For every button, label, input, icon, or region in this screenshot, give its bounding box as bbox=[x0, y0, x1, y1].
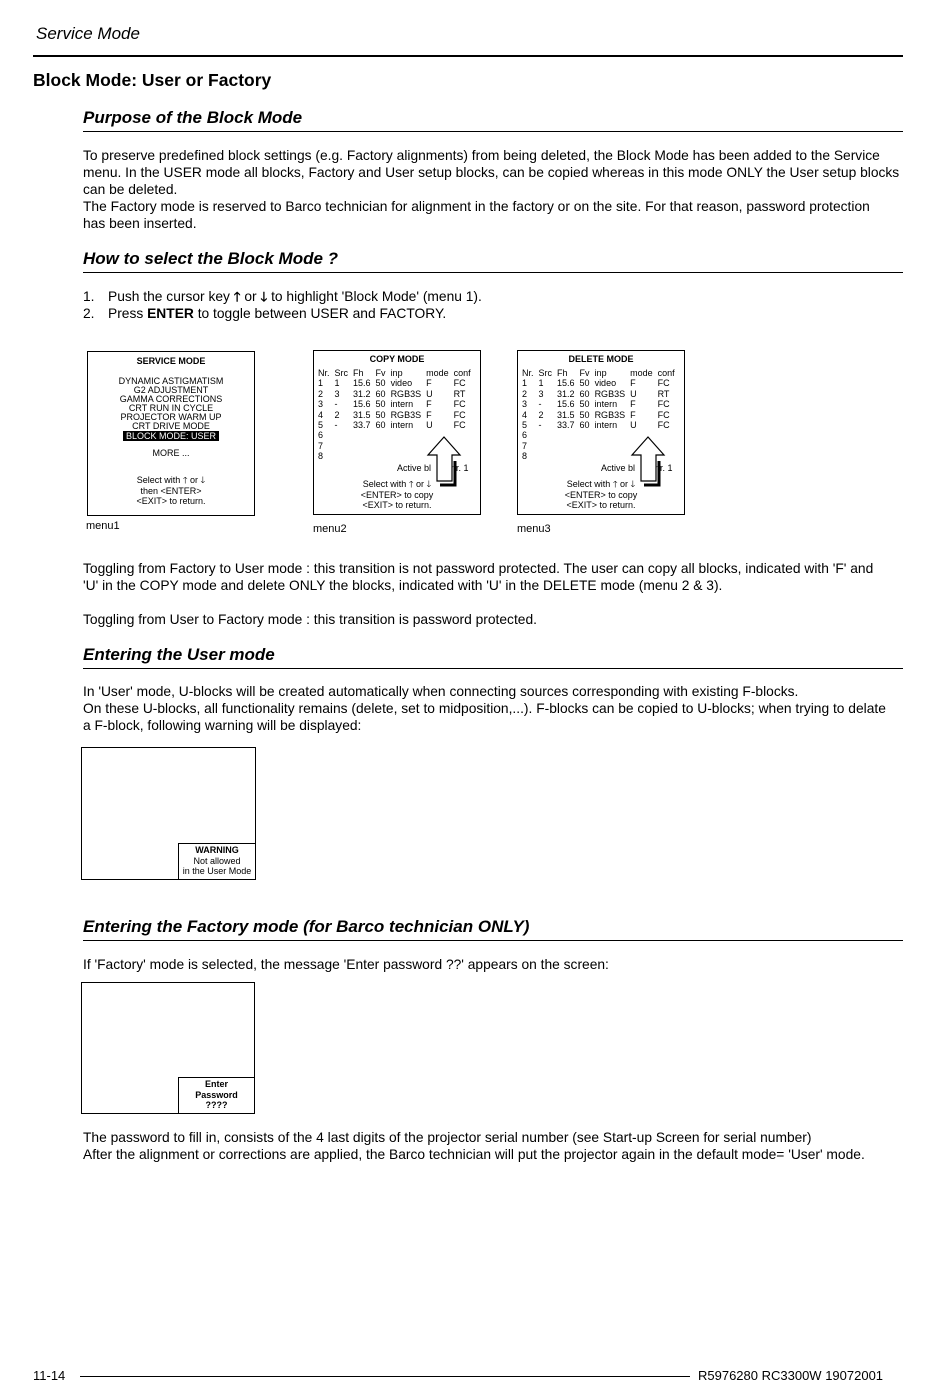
table-header-cell: inp bbox=[390, 368, 403, 378]
table-cell: 15.6 bbox=[353, 399, 371, 410]
step-text: to highlight 'Block Mode' (menu 1). bbox=[267, 289, 482, 304]
table-cell: 1 bbox=[538, 378, 544, 389]
user-mode-heading: Entering the User mode bbox=[83, 645, 275, 664]
factory-mode-paragraph bbox=[83, 956, 903, 973]
table-cell: 8 bbox=[318, 451, 324, 462]
table-row bbox=[522, 389, 680, 399]
table-header-cell: mode bbox=[630, 368, 653, 378]
table-cell: 4 bbox=[522, 409, 528, 420]
table-cell bbox=[595, 451, 631, 461]
table-header-cell: Fh bbox=[353, 368, 364, 378]
menu3-help-line: <ENTER> to copy bbox=[564, 489, 638, 500]
password-line: Password bbox=[195, 1089, 238, 1100]
factory-mode-heading: Entering the Factory mode (for Barco technician ONLY) bbox=[83, 917, 530, 936]
table-cell: RGB3S bbox=[390, 409, 422, 420]
table-cell: 2 bbox=[522, 388, 528, 399]
menu3-help-line: Select with 🡑 or 🡓 bbox=[566, 479, 636, 489]
table-cell: F bbox=[630, 378, 636, 389]
table-cell: FC bbox=[657, 409, 670, 420]
table-header-cell: inp bbox=[594, 368, 607, 378]
table-header-cell: Nr. bbox=[522, 368, 534, 378]
header-rule bbox=[33, 55, 903, 57]
table-cell bbox=[335, 451, 354, 461]
menu1-title: SERVICE MODE bbox=[136, 356, 206, 366]
menu3-active-nr: nr. 1 bbox=[655, 463, 673, 473]
user-mode-line: a F-block, following warning will be displayed: bbox=[83, 718, 362, 733]
table-cell bbox=[376, 451, 391, 461]
menu3-active-label: Active bl bbox=[601, 463, 636, 473]
section-title: Block Mode: User or Factory bbox=[33, 70, 272, 90]
table-cell: 6 bbox=[522, 430, 528, 441]
table-cell: 4 bbox=[318, 409, 324, 420]
table-cell bbox=[580, 430, 595, 440]
menu3-caption: menu3 bbox=[517, 523, 551, 535]
table-cell: video bbox=[390, 378, 413, 389]
table-cell: intern bbox=[594, 420, 618, 431]
purpose-line: The Factory mode is reserved to Barco technician for alignment in the factory or on the site. For that reason, password protection bbox=[83, 199, 870, 214]
table-cell: 31.2 bbox=[353, 388, 371, 399]
table-row bbox=[318, 399, 476, 409]
table-cell bbox=[557, 430, 580, 440]
table-header-cell: Fv bbox=[375, 368, 386, 378]
howto-rule bbox=[83, 272, 903, 273]
table-cell: RGB3S bbox=[594, 409, 626, 420]
menu1-help-line: <EXIT> to return. bbox=[136, 496, 206, 506]
arrow-down-icon: 🡓 bbox=[260, 289, 268, 304]
purpose-paragraph bbox=[83, 147, 903, 232]
table-cell: RT bbox=[453, 388, 466, 399]
table-cell bbox=[391, 441, 427, 451]
menu2-title: COPY MODE bbox=[369, 354, 425, 364]
table-cell bbox=[539, 430, 558, 440]
table-cell: F bbox=[630, 399, 636, 410]
step-text: or bbox=[240, 289, 261, 304]
table-cell: F bbox=[426, 399, 432, 410]
table-cell: 50 bbox=[579, 378, 590, 389]
table-cell: 1 bbox=[522, 378, 528, 389]
table-cell: 15.6 bbox=[557, 399, 575, 410]
purpose-heading: Purpose of the Block Mode bbox=[83, 108, 303, 127]
table-cell: U bbox=[426, 388, 433, 399]
menu1-item[interactable]: G2 ADJUSTMENT bbox=[133, 384, 209, 395]
table-cell bbox=[595, 441, 631, 451]
factory-after-line: After the alignment or corrections are applied, the Barco technician will put the projector again in the default mode= 'User' mode. bbox=[83, 1147, 865, 1162]
table-row bbox=[522, 378, 680, 388]
table-header-cell: Fh bbox=[557, 368, 568, 378]
table-cell: FC bbox=[453, 378, 466, 389]
table-cell: 5 bbox=[318, 420, 324, 431]
table-cell: 50 bbox=[579, 399, 590, 410]
table-cell: FC bbox=[453, 409, 466, 420]
table-header-cell: Src bbox=[334, 368, 349, 378]
table-header-cell: conf bbox=[453, 368, 471, 378]
step-number: 2. bbox=[83, 306, 95, 321]
table-cell: 3 bbox=[334, 388, 340, 399]
howto-steps bbox=[83, 288, 482, 322]
menu1-caption: menu1 bbox=[86, 520, 120, 532]
table-cell bbox=[539, 451, 558, 461]
factory-after-line: The password to fill in, consists of the 4 last digits of the projector serial number (see Start-up Screen for serial number) bbox=[83, 1130, 812, 1145]
toggle-paragraph-1 bbox=[83, 560, 903, 594]
table-row bbox=[318, 389, 476, 399]
page-number: 11-14 bbox=[33, 1368, 66, 1383]
table-cell: intern bbox=[390, 420, 414, 431]
menu2-help-line: <EXIT> to return. bbox=[362, 500, 432, 510]
menu2-active-nr: nr. 1 bbox=[451, 463, 469, 473]
table-cell bbox=[335, 441, 354, 451]
menu1-item[interactable]: CRT DRIVE MODE bbox=[132, 420, 210, 431]
user-mode-line: In 'User' mode, U-blocks will be created automatically when connecting sources corresponding with existing F-blocks. bbox=[83, 684, 799, 699]
table-cell bbox=[353, 451, 376, 461]
warning-line: in the User Mode bbox=[182, 866, 252, 876]
menu2-help-line: <ENTER> to copy bbox=[360, 489, 434, 500]
menu1-help bbox=[88, 475, 254, 507]
purpose-rule bbox=[83, 131, 903, 132]
menu1-help-line: Select with 🡑 or 🡓 bbox=[136, 475, 206, 485]
menu1-item[interactable]: DYNAMIC ASTIGMATISM bbox=[118, 375, 224, 386]
menu1-box bbox=[87, 351, 255, 516]
table-cell: 7 bbox=[318, 440, 324, 451]
warning-screen bbox=[81, 747, 256, 880]
table-cell bbox=[580, 441, 595, 451]
factory-after-paragraph bbox=[83, 1129, 903, 1163]
menu3-box bbox=[517, 350, 685, 515]
menu3-help bbox=[518, 479, 684, 511]
table-cell: F bbox=[426, 409, 432, 420]
table-cell: 15.6 bbox=[557, 378, 575, 389]
table-cell: FC bbox=[453, 399, 466, 410]
table-cell: 31.2 bbox=[557, 388, 575, 399]
table-cell: FC bbox=[453, 420, 466, 431]
menu1-item[interactable]: CRT RUN IN CYCLE bbox=[128, 402, 214, 413]
table-cell: 7 bbox=[522, 440, 528, 451]
table-cell bbox=[580, 451, 595, 461]
factory-mode-line: If 'Factory' mode is selected, the message 'Enter password ??' appears on the screen: bbox=[83, 957, 609, 972]
user-mode-paragraph bbox=[83, 683, 903, 734]
table-header-cell: Fv bbox=[579, 368, 590, 378]
purpose-line: To preserve predefined block settings (e.g. Factory alignments) from being deleted, the Block Mode has been added to the Service bbox=[83, 148, 880, 163]
table-cell: 60 bbox=[579, 388, 590, 399]
table-cell: - bbox=[334, 399, 338, 410]
purpose-line: can be deleted. bbox=[83, 182, 178, 197]
table-cell: - bbox=[334, 420, 338, 431]
table-cell: 2 bbox=[318, 388, 324, 399]
table-cell: 2 bbox=[538, 409, 544, 420]
menu1-highlighted-item[interactable]: BLOCK MODE: USER bbox=[123, 431, 219, 441]
table-cell: video bbox=[594, 378, 617, 389]
menu1-list bbox=[88, 377, 254, 459]
page-header-title: Service Mode bbox=[36, 24, 140, 43]
table-cell: intern bbox=[390, 399, 414, 410]
toggle-line: Toggling from Factory to User mode : this transition is not password protected. The user can copy all blocks, indicated with 'F' and bbox=[83, 561, 874, 576]
purpose-line: menu. In the USER mode all blocks, Factory and User setup blocks, can be copied whereas in this mode ONLY the User setup blocks bbox=[83, 165, 900, 180]
table-cell: 15.6 bbox=[353, 378, 371, 389]
table-cell: FC bbox=[657, 420, 670, 431]
step-1 bbox=[83, 288, 482, 305]
step-number: 1. bbox=[83, 289, 95, 304]
password-screen bbox=[81, 982, 255, 1114]
table-cell bbox=[557, 451, 580, 461]
table-cell: U bbox=[630, 388, 637, 399]
table-cell: F bbox=[630, 409, 636, 420]
table-cell: 33.7 bbox=[557, 420, 575, 431]
table-cell: 50 bbox=[375, 409, 386, 420]
toggle-line: 'U' in the COPY mode and delete ONLY the blocks, indicated with 'U' in the DELETE mode (menu 2 & 3). bbox=[83, 578, 723, 593]
purpose-line: has been inserted. bbox=[83, 216, 197, 231]
table-cell: RT bbox=[657, 388, 670, 399]
table-cell: 3 bbox=[538, 388, 544, 399]
table-cell: 8 bbox=[522, 451, 528, 462]
table-cell: - bbox=[538, 420, 542, 431]
table-row bbox=[522, 420, 680, 430]
menu3-title: DELETE MODE bbox=[568, 354, 634, 364]
table-cell: 6 bbox=[318, 430, 324, 441]
step-text: Press bbox=[108, 306, 148, 321]
howto-heading: How to select the Block Mode ? bbox=[83, 249, 339, 268]
table-cell bbox=[376, 430, 391, 440]
menu1-item[interactable]: PROJECTOR WARM UP bbox=[120, 411, 222, 422]
table-row bbox=[318, 420, 476, 430]
menu3-help-line: <EXIT> to return. bbox=[566, 500, 636, 510]
menu2-active-label: Active bl bbox=[397, 463, 432, 473]
table-header-row bbox=[318, 368, 476, 378]
password-line: Enter bbox=[204, 1079, 228, 1089]
table-cell: U bbox=[426, 420, 433, 431]
table-cell: 50 bbox=[375, 399, 386, 410]
menu1-help-line: then <ENTER> bbox=[140, 485, 202, 496]
warning-message-box bbox=[178, 843, 255, 879]
user-mode-rule bbox=[83, 668, 903, 669]
table-cell: 3 bbox=[318, 399, 324, 410]
table-header-row bbox=[522, 368, 680, 378]
table-cell: 31.5 bbox=[557, 409, 575, 420]
table-cell: 50 bbox=[375, 378, 386, 389]
table-cell bbox=[353, 430, 376, 440]
arrow-up-icon: 🡑 bbox=[233, 289, 241, 304]
table-cell bbox=[391, 451, 427, 461]
table-cell: 50 bbox=[579, 409, 590, 420]
table-cell: - bbox=[538, 399, 542, 410]
password-message-box bbox=[178, 1077, 254, 1113]
menu2-help-line: Select with 🡑 or 🡓 bbox=[362, 479, 432, 489]
user-mode-line: On these U-blocks, all functionality remains (delete, set to midposition,...). F-blocks can be copied to U-blocks; when trying to delate bbox=[83, 701, 886, 716]
table-cell: RGB3S bbox=[390, 388, 422, 399]
table-cell bbox=[353, 441, 376, 451]
table-header-cell: Src bbox=[538, 368, 553, 378]
table-cell: 60 bbox=[375, 388, 386, 399]
menu2-box bbox=[313, 350, 481, 515]
table-cell: 33.7 bbox=[353, 420, 371, 431]
step-text: to toggle between USER and FACTORY. bbox=[193, 306, 447, 321]
menu1-more[interactable]: MORE ... bbox=[152, 447, 190, 458]
table-cell: 3 bbox=[522, 399, 528, 410]
table-cell bbox=[376, 441, 391, 451]
step-text: Push the cursor key bbox=[108, 289, 234, 304]
factory-mode-rule bbox=[83, 940, 903, 941]
table-cell: intern bbox=[594, 399, 618, 410]
table-cell: U bbox=[630, 420, 637, 431]
table-cell: F bbox=[426, 378, 432, 389]
menu2-caption: menu2 bbox=[313, 523, 347, 535]
step-2 bbox=[83, 305, 482, 322]
table-cell: 31.5 bbox=[353, 409, 371, 420]
table-cell: FC bbox=[657, 378, 670, 389]
table-cell: 60 bbox=[579, 420, 590, 431]
table-row bbox=[318, 378, 476, 388]
warning-title: WARNING bbox=[195, 845, 239, 855]
table-cell bbox=[539, 441, 558, 451]
toggle-paragraph-2 bbox=[83, 611, 903, 628]
menu2-help bbox=[314, 479, 480, 511]
footer-rule bbox=[80, 1376, 690, 1377]
table-header-cell: conf bbox=[657, 368, 675, 378]
table-cell bbox=[391, 430, 427, 440]
table-cell bbox=[557, 441, 580, 451]
table-row bbox=[522, 410, 680, 420]
table-row bbox=[318, 410, 476, 420]
table-header-cell: mode bbox=[426, 368, 449, 378]
table-cell: 1 bbox=[318, 378, 324, 389]
table-row bbox=[522, 399, 680, 409]
table-cell: 60 bbox=[375, 420, 386, 431]
table-cell bbox=[595, 430, 631, 440]
document-reference: R5976280 RC3300W 19072001 bbox=[698, 1368, 884, 1383]
menu1-item[interactable]: GAMMA CORRECTIONS bbox=[119, 393, 223, 404]
table-cell: 1 bbox=[334, 378, 340, 389]
warning-line: Not allowed bbox=[193, 855, 241, 866]
table-header-cell: Nr. bbox=[318, 368, 330, 378]
table-cell: FC bbox=[657, 399, 670, 410]
password-line: ???? bbox=[205, 1100, 228, 1110]
table-cell: 5 bbox=[522, 420, 528, 431]
table-cell: 2 bbox=[334, 409, 340, 420]
table-cell bbox=[335, 430, 354, 440]
toggle-line: Toggling from User to Factory mode : this transition is password protected. bbox=[83, 612, 537, 627]
table-cell: RGB3S bbox=[594, 388, 626, 399]
step-bold-key: ENTER bbox=[147, 306, 194, 321]
